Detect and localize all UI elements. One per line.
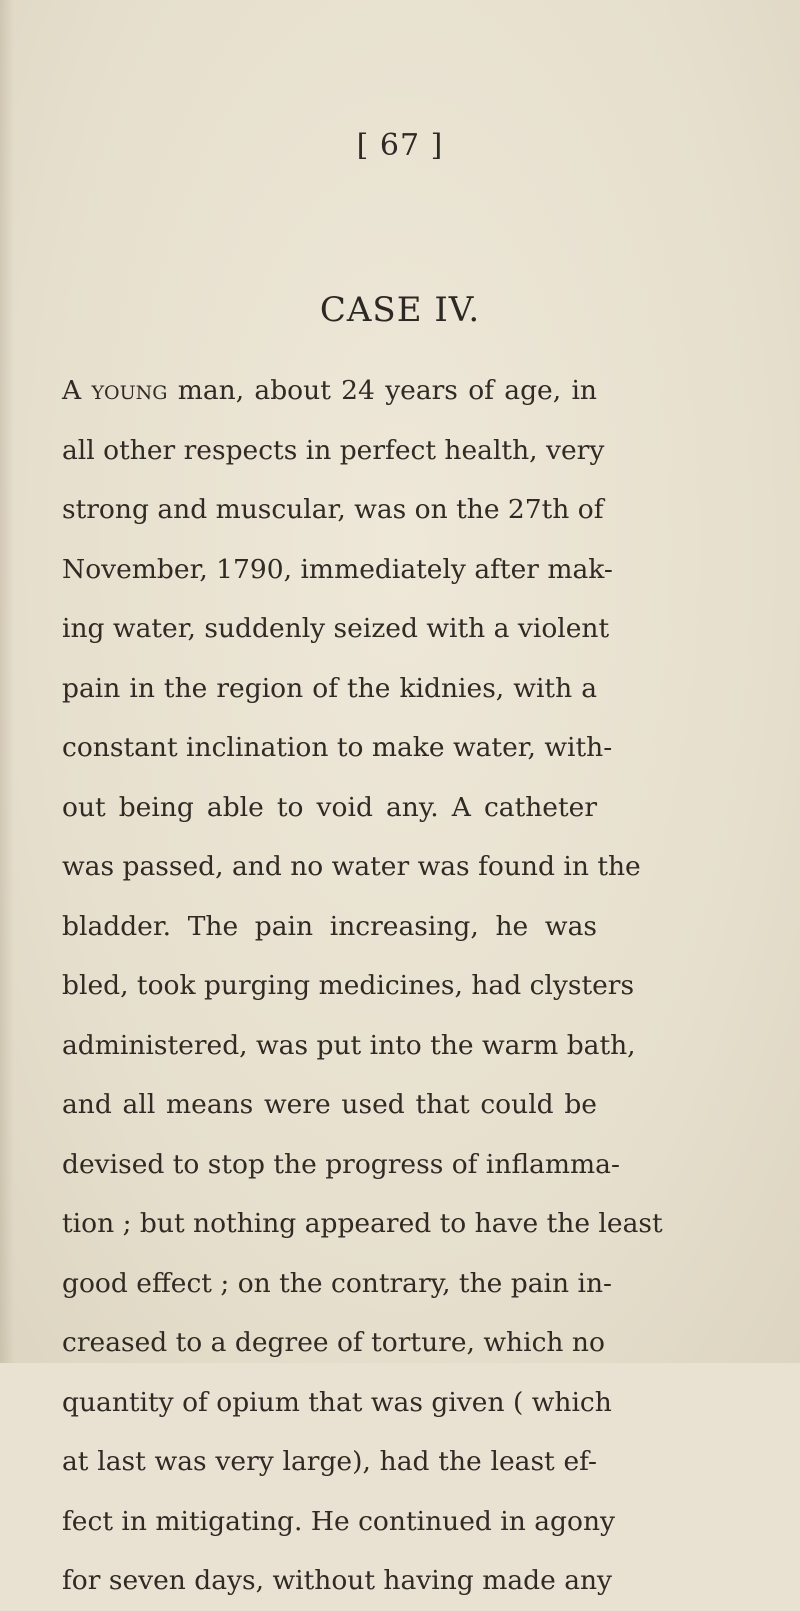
text-line: creased to a degree of torture, which no (62, 1327, 605, 1358)
text-line (62, 361, 597, 421)
text-line: November, 1790, immediately after mak- (62, 553, 613, 585)
text-line: devised to stop the progress of inflamma- (62, 1148, 620, 1180)
body-paragraph (62, 361, 663, 1611)
text-line: constant inclination to make water, with- (62, 732, 613, 763)
text-line: at last was very large), had the least ef- (62, 1446, 597, 1477)
text-line: tion ; but nothing appeared to have the least (62, 1208, 663, 1239)
text-line: bladder. The pain increasing, he was (62, 910, 597, 942)
text-line: quantity of opium that was given ( which (62, 1386, 612, 1418)
opening-small-caps: A young (62, 375, 168, 406)
text-line: and all means were used that could be (62, 1089, 597, 1120)
page-edge-shadow (0, 0, 14, 1363)
text-line: out being able to void any. A catheter (62, 791, 597, 823)
text-line: bled, took purging medicines, had clysters (62, 970, 635, 1001)
text-line: was passed, and no water was found in the (62, 851, 641, 882)
page-number: [ 67 ] (356, 128, 444, 163)
text-line-content: man, about 24 years of age, in (167, 375, 598, 406)
text-line: ing water, suddenly seized with a violent (62, 613, 610, 644)
text-line: for seven days, without having made any (62, 1565, 613, 1596)
text-line: pain in the region of the kidnies, with a (62, 672, 597, 704)
text-line: good effect ; on the contrary, the pain in- (62, 1267, 612, 1299)
text-line: administered, was put into the warm bath, (62, 1029, 636, 1061)
text-line: strong and muscular, was on the 27th of (62, 494, 604, 525)
text-line: all other respects in perfect health, very (62, 434, 605, 466)
text-line: fect in mitigating. He continued in agony (62, 1505, 615, 1537)
case-heading: CASE IV. (319, 290, 481, 330)
